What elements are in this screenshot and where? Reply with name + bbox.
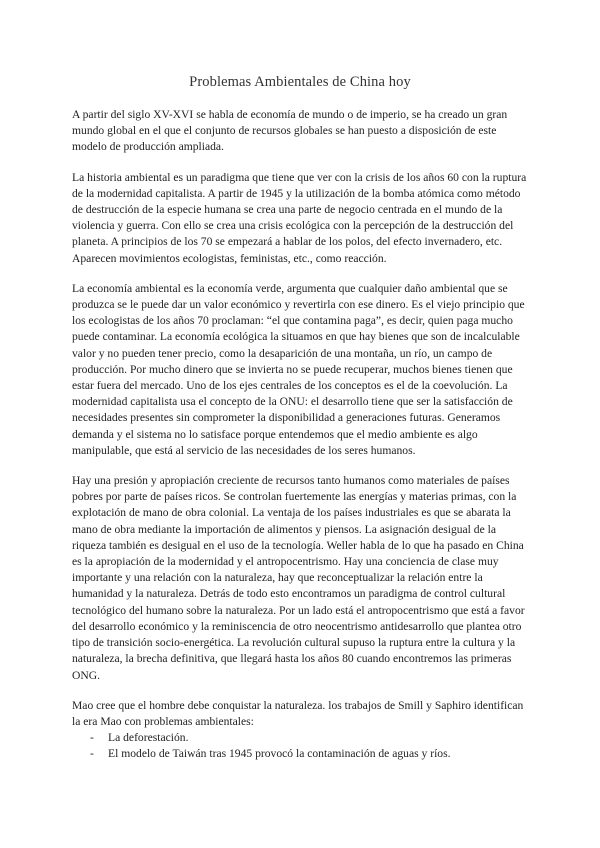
list-dash-marker: - — [90, 731, 94, 745]
paragraph-3: La economía ambiental es la economía verde, argumenta que cualquier daño ambiental que se produzca se le puede dar un valor económico y revertirla con ese dinero. Es el viejo principio que los ecologistas de los años 70 proclaman: “el que contamina paga”, es decir, quien paga mucho puede contaminar. La economía ecológica la situamos en que hay bienes que son de incalculable valor y no pueden tener precio, como la desaparición de una montaña, un río, un campo de producción. Por mucho dinero que se invierta no se puede recuperar, muchos bienes tienen que estar fuera del mercado. Uno de los ejes centrales de los conceptos es el de la coevolución. La modernidad capitalista usa el concepto de la ONU: el desarrollo tiene que ser la satisfacción de necesidades presentes sin comprometer la disponibilidad a generaciones futuras. Generamos demanda y el sistema no lo satisface porque entendemos que el medio ambiente es algo manipulable, que está al servicio de las necesidades de los seres humanos. — [72, 281, 525, 457]
list-dash-marker: - — [90, 747, 94, 761]
paragraph-2: La historia ambiental es un paradigma que tiene que ver con la crisis de los años 60 con la ruptura de la modernidad capitalista. A partir de 1945 y la utilización de la bomba atómica como método de destrucción de la especie humana se crea una parte de negocio centrada en el mundo de la violencia y guerra. Con ello se crea una crisis ecológica con la percepción de la destrucción del planeta. A principios de los 70 se empezará a hablar de los polos, del efecto invernadero, etc. Aparecen movimientos ecologistas, feministas, etc., como reacción. — [72, 170, 527, 265]
list-item — [72, 730, 528, 746]
paragraph-1: A partir del siglo XV-XVI se habla de economía de mundo o de imperio, se ha creado un gran mundo global en el que el conjunto de recursos globales se han puesto a disposición de este modelo de producción ampliada. — [72, 108, 508, 154]
document-page — [72, 74, 528, 763]
list-item — [72, 746, 528, 762]
document-title: Problemas Ambientales de China hoy — [189, 74, 411, 90]
list-item-text: El modelo de Taiwán tras 1945 provocó la contaminación de aguas y ríos. — [108, 747, 451, 761]
problems-list — [72, 730, 528, 762]
paragraph-4: Hay una presión y apropiación creciente de recursos tanto humanos como materiales de países pobres por parte de países ricos. Se controlan fuertemente las energías y materias primas, con la explotación de mano de obra colonial. La ventaja de los países industriales es que se abarata la mano de obra mediante la importación de alimentos y piensos. La asignación desigual de la riqueza también es desigual en el uso de la tecnología. Weller habla de lo que ha pasado en China es la apropiación de la modernidad y el antropocentrismo. Hay una conciencia de clase muy importante y una relación con la naturaleza, hay que reconceptualizar la relación entre la humanidad y la naturaleza. Detrás de todo esto encontramos un paradigma de control cultural tecnológico del humano sobre la naturaleza. Por un lado está el antropocentrismo que está a favor del desarrollo económico y la reminiscencia de otro neocentrismo antidesarrollo que plantea otro tipo de transición socio-energética. La revolución cultural supuso la ruptura entre la cultura y la naturaleza, la brecha definitiva, que llegará hasta los años 80 cuando encontremos las primeras ONG. — [72, 474, 525, 682]
list-item-text: La deforestación. — [108, 731, 189, 745]
paragraph-5: Mao cree que el hombre debe conquistar la naturaleza. los trabajos de Smill y Saphiro identifican la era Mao con problemas ambientales: — [72, 698, 524, 728]
